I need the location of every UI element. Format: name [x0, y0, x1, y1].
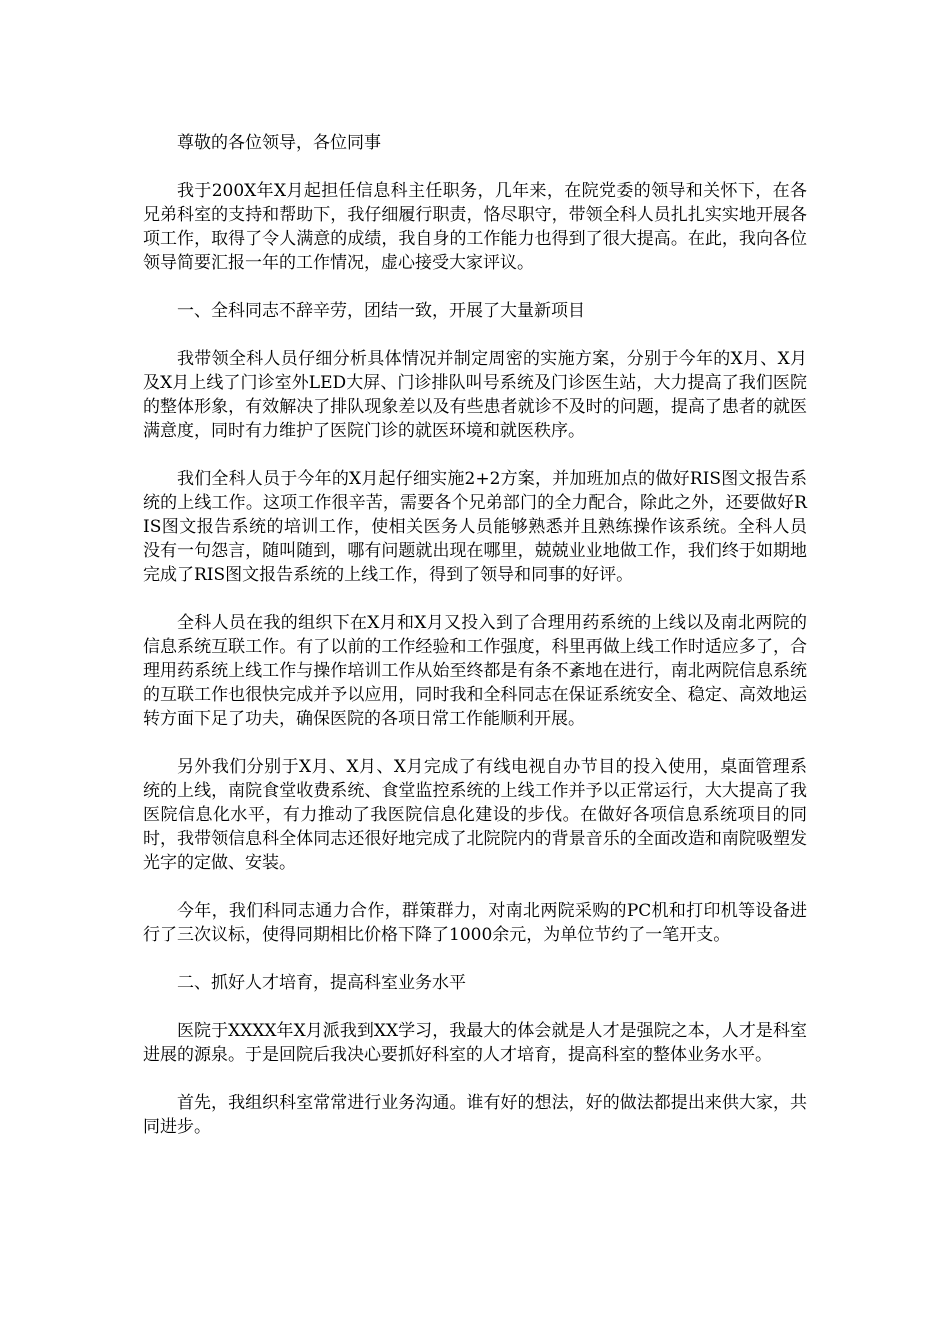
paragraph: 我们全科人员于今年的X月起仔细实施2+2方案，并加班加点的做好RIS图文报告系统的上线工作。这项工作很辛苦，需要各个兄弟部门的全力配合，除此之外，还要做好RIS图文报告系统的培训工作，使相关医务人员能够熟悉并且熟练操作该系统。全科人员没有一句怨言，随叫随到，哪有问题就出现在哪里，兢兢业业地做工作，我们终于如期地完成了RIS图文报告系统的上线工作，得到了领导和同事的好评。: [143, 469, 807, 585]
paragraph: 首先，我组织科室常常进行业务沟通。谁有好的想法，好的做法都提出来供大家，共同进步。: [143, 1093, 807, 1137]
paragraph: 另外我们分别于X月、X月、X月完成了有线电视自办节目的投入使用，桌面管理系统的上线，南院食堂收费系统、食堂监控系统的上线工作并予以正常运行，大大提高了我医院信息化水平，有力推动了我医院信息化建设的步伐。在做好各项信息系统项目的同时，我带领信息科全体同志还很好地完成了北院院内的背景音乐的全面改造和南院吸塑发光字的定做、安装。: [143, 757, 807, 873]
paragraph: 今年，我们科同志通力合作，群策群力，对南北两院采购的PC机和打印机等设备进行了三次议标，使得同期相比价格下降了1000余元，为单位节约了一笔开支。: [143, 901, 807, 945]
paragraph-intro: 我于200X年X月起担任信息科主任职务，几年来，在院党委的领导和关怀下，在各兄弟科室的支持和帮助下，我仔细履行职责，恪尽职守，带领全科人员扎扎实实地开展各项工作，取得了令人满意的成绩，我自身的工作能力也得到了很大提高。在此，我向各位领导简要汇报一年的工作情况，虚心接受大家评议。: [143, 181, 807, 273]
section-heading-1: 一、全科同志不辞辛劳，团结一致，开展了大量新项目: [177, 301, 585, 321]
paragraph: 全科人员在我的组织下在X月和X月又投入到了合理用药系统的上线以及南北两院的信息系统互联工作。有了以前的工作经验和工作强度，科里再做上线工作时适应多了，合理用药系统上线工作与操作培训工作从始至终都是有条不紊地在进行，南北两院信息系统的互联工作也很快完成并予以应用，同时我和全科同志在保证系统安全、稳定、高效地运转方面下足了功夫，确保医院的各项日常工作能顺利开展。: [143, 613, 807, 729]
document-body: [143, 131, 807, 1163]
section-heading-2: 二、抓好人才培育，提高科室业务水平: [177, 973, 466, 993]
salutation: 尊敬的各位领导，各位同事: [177, 133, 381, 153]
paragraph: 我带领全科人员仔细分析具体情况并制定周密的实施方案，分别于今年的X月、X月及X月上线了门诊室外LED大屏、门诊排队叫号系统及门诊医生站，大力提高了我们医院的整体形象，有效解决了排队现象差以及有些患者就诊不及时的问题，提高了患者的就医满意度，同时有力维护了医院门诊的就医环境和就医秩序。: [143, 349, 807, 441]
paragraph: 医院于XXXX年X月派我到XX学习，我最大的体会就是人才是强院之本，人才是科室进展的源泉。于是回院后我决心要抓好科室的人才培育，提高科室的整体业务水平。: [143, 1021, 807, 1065]
